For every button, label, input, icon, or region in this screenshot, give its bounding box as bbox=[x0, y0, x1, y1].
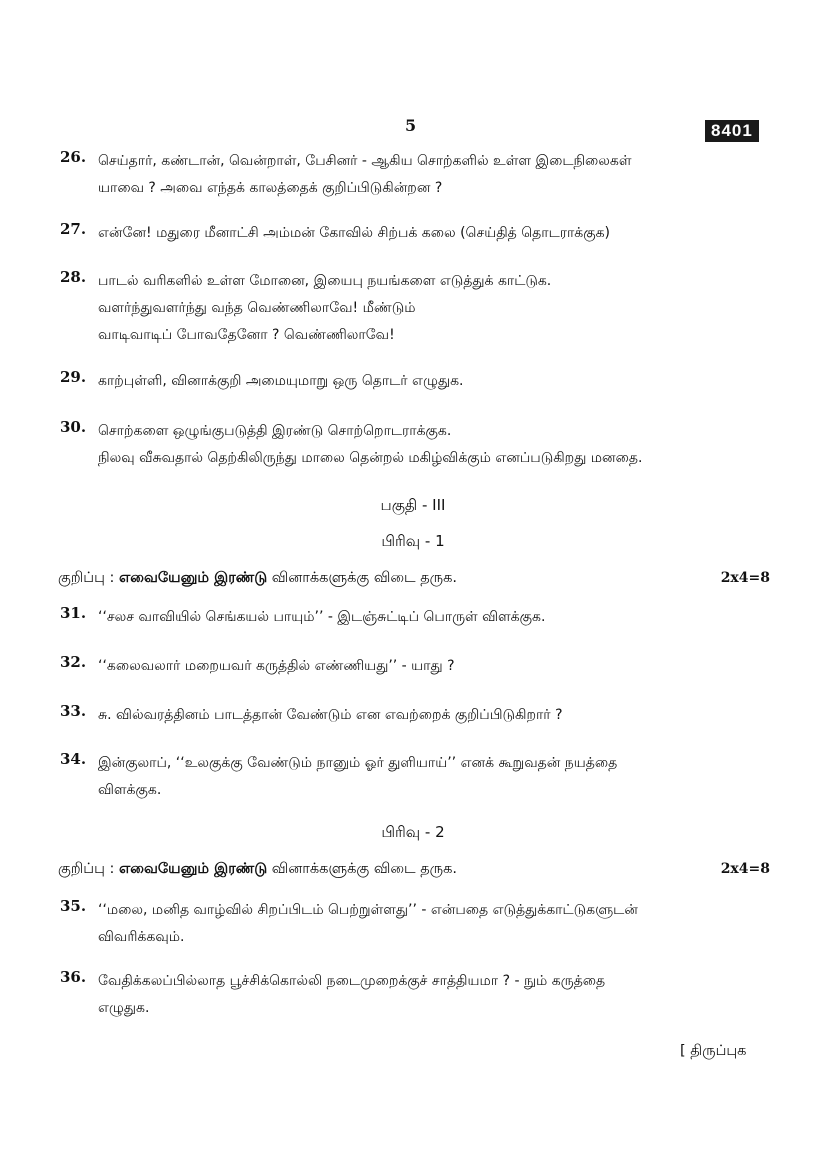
question-26 bbox=[60, 148, 780, 202]
note-text: வினாக்களுக்கு விடை தருக. bbox=[271, 570, 457, 586]
question-text: ‘‘மலை, மனித வாழ்வில் சிறப்பிடம் பெற்றுள்ளது’’ - என்பதை எடுத்துக்காட்டுகளுடன் bbox=[98, 902, 638, 918]
page-number: 5 bbox=[405, 116, 417, 135]
question-text: ‘‘சலச வாவியில் செங்கயல் பாயும்’’ - இடஞ்சுட்டிப் பொருள் விளக்குக. bbox=[98, 609, 546, 625]
question-35 bbox=[60, 897, 780, 951]
poem-line: வாடிவாடிப் போவதேனோ ? வெண்ணிலாவே! bbox=[98, 327, 395, 343]
section-2-instruction bbox=[58, 861, 770, 879]
section-2-title: பிரிவு - 2 bbox=[381, 823, 445, 841]
question-text: காற்புள்ளி, வினாக்குறி அமையுமாறு ஒரு தொடர் எழுதுக. bbox=[98, 373, 464, 389]
question-text: வேதிக்கலப்பில்லாத பூச்சிக்கொல்லி நடைமுறைக்குச் சாத்தியமா ? - நும் கருத்தை bbox=[98, 973, 606, 989]
question-34 bbox=[60, 750, 780, 804]
question-number: 30. bbox=[60, 418, 87, 436]
question-29 bbox=[60, 368, 780, 395]
question-text: விவரிக்கவும். bbox=[98, 929, 185, 945]
question-number: 32. bbox=[60, 653, 87, 671]
question-number: 27. bbox=[60, 220, 87, 238]
section-1-title: பிரிவு - 1 bbox=[381, 532, 445, 550]
question-number: 33. bbox=[60, 702, 87, 720]
poem-line: வளர்ந்துவளர்ந்து வந்த வெண்ணிலாவே! மீண்டும் bbox=[98, 300, 416, 316]
question-text: எழுதுக. bbox=[98, 1000, 150, 1016]
turn-over-label: [ திருப்புக bbox=[680, 1043, 747, 1059]
question-text: செய்தார், கண்டான், வென்றாள், பேசினர் - ஆகிய சொற்களில் உள்ள இடைநிலைகள் bbox=[98, 153, 632, 169]
question-text: சு. வில்வரத்தினம் பாடத்தான் வேண்டும் என எவற்றைக் குறிப்பிடுகிறார் ? bbox=[98, 707, 563, 723]
question-text: விளக்குக. bbox=[98, 782, 162, 798]
question-text: என்னே! மதுரை மீனாட்சி அம்மன் கோவில் சிற்பக் கலை (செய்தித் தொடராக்குக) bbox=[98, 225, 610, 241]
note-emphasis: எவையேனும் இரண்டு bbox=[118, 861, 268, 877]
question-number: 28. bbox=[60, 268, 87, 286]
question-text: நிலவு வீசுவதால் தெற்கிலிருந்து மாலை தென்றல் மகிழ்விக்கும் எனப்படுகிறது மனதை. bbox=[98, 450, 643, 466]
section-1-instruction bbox=[58, 570, 770, 588]
marks-label: 2x4=8 bbox=[720, 570, 770, 586]
question-28 bbox=[60, 268, 780, 349]
question-33 bbox=[60, 702, 780, 729]
question-number: 31. bbox=[60, 604, 87, 622]
note-text: வினாக்களுக்கு விடை தருக. bbox=[271, 861, 457, 877]
question-36 bbox=[60, 968, 780, 1022]
question-27 bbox=[60, 220, 780, 247]
paper-code-badge: 8401 bbox=[705, 120, 759, 142]
question-number: 36. bbox=[60, 968, 87, 986]
question-text: இன்குலாப், ‘‘உலகுக்கு வேண்டும் நானும் ஓர் துளியாய்’’ எனக் கூறுவதன் நயத்தை bbox=[98, 755, 618, 771]
marks-label: 2x4=8 bbox=[720, 861, 770, 877]
question-number: 26. bbox=[60, 148, 87, 166]
note-label: குறிப்பு : bbox=[58, 570, 115, 586]
question-31 bbox=[60, 604, 780, 631]
question-number: 35. bbox=[60, 897, 87, 915]
note-label: குறிப்பு : bbox=[58, 861, 115, 877]
question-text: சொற்களை ஒழுங்குபடுத்தி இரண்டு சொற்றொடராக்குக. bbox=[98, 423, 452, 439]
question-text: ‘‘கலைவலார் மறையவர் கருத்தில் எண்ணியது’’ - யாது ? bbox=[98, 658, 455, 674]
part-title: பகுதி - III bbox=[380, 496, 446, 514]
question-32 bbox=[60, 653, 780, 680]
question-number: 29. bbox=[60, 368, 87, 386]
note-emphasis: எவையேனும் இரண்டு bbox=[118, 570, 268, 586]
question-number: 34. bbox=[60, 750, 87, 768]
question-text: யாவை ? அவை எந்தக் காலத்தைக் குறிப்பிடுகின்றன ? bbox=[98, 180, 443, 196]
question-30 bbox=[60, 418, 780, 472]
question-text: பாடல் வரிகளில் உள்ள மோனை, இயைபு நயங்களை எடுத்துக் காட்டுக. bbox=[98, 273, 552, 289]
